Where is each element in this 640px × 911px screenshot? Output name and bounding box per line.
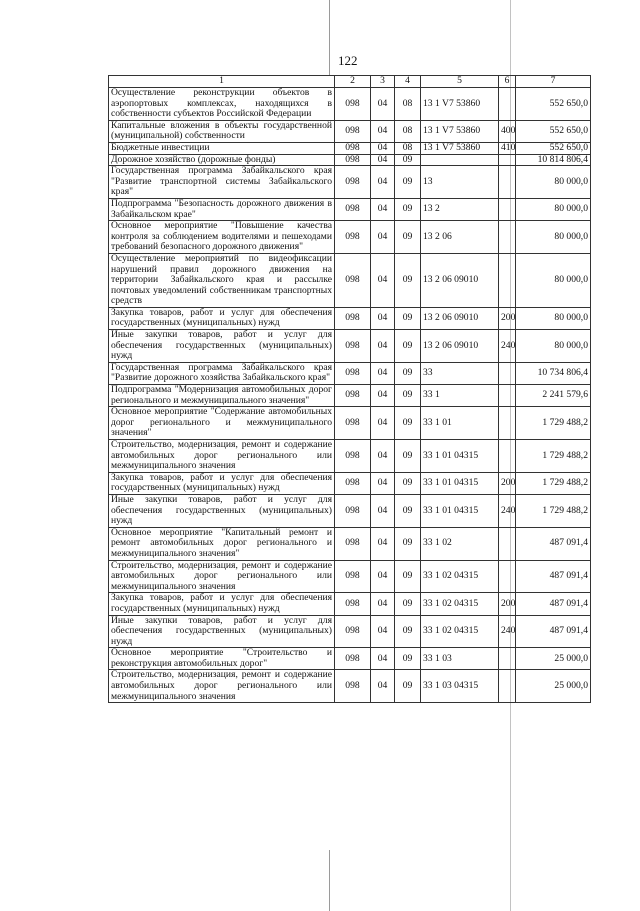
admin-code-cell: 098 [335, 154, 371, 166]
section-code-cell: 04 [371, 362, 395, 384]
subsection-code-cell: 09 [395, 253, 421, 307]
subsection-code-cell: 09 [395, 527, 421, 560]
target-article-cell: 13 2 06 09010 [421, 330, 499, 363]
table-row [109, 142, 591, 154]
row-name-cell: Бюджетные инвестиции [109, 142, 335, 154]
row-name-cell: Иные закупки товаров, работ и услуг для обеспечения государственных (муниципальных) нужд [109, 494, 335, 527]
section-code-cell: 04 [371, 120, 395, 142]
row-name-cell: Подпрограмма "Безопасность дорожного движения в Забайкальском крае" [109, 198, 335, 220]
expense-type-cell [499, 221, 516, 254]
subsection-code-cell: 09 [395, 615, 421, 648]
expense-type-cell: 240 [499, 494, 516, 527]
admin-code-cell: 098 [335, 221, 371, 254]
section-code-cell: 04 [371, 648, 395, 670]
target-article-cell: 13 1 V7 53860 [421, 142, 499, 154]
expense-type-cell: 200 [499, 472, 516, 494]
target-article-cell: 13 2 [421, 198, 499, 220]
column-header: 4 [395, 76, 421, 88]
subsection-code-cell: 09 [395, 330, 421, 363]
table-row [109, 198, 591, 220]
admin-code-cell: 098 [335, 560, 371, 593]
row-name-cell: Иные закупки товаров, работ и услуг для обеспечения государственных (муниципальных) нужд [109, 330, 335, 363]
expense-type-cell [499, 670, 516, 703]
amount-cell: 80 000,0 [516, 307, 591, 329]
admin-code-cell: 098 [335, 527, 371, 560]
subsection-code-cell: 08 [395, 88, 421, 121]
section-code-cell: 04 [371, 221, 395, 254]
amount-cell: 487 091,4 [516, 527, 591, 560]
amount-cell: 10 814 806,4 [516, 154, 591, 166]
expense-type-cell: 400 [499, 120, 516, 142]
admin-code-cell: 098 [335, 362, 371, 384]
target-article-cell: 13 1 V7 53860 [421, 120, 499, 142]
target-article-cell: 13 2 06 [421, 221, 499, 254]
target-article-cell: 33 1 01 04315 [421, 472, 499, 494]
table-row [109, 120, 591, 142]
target-article-cell: 13 1 V7 53860 [421, 88, 499, 121]
table-row [109, 440, 591, 473]
target-article-cell: 33 1 02 [421, 527, 499, 560]
row-name-cell: Осуществление мероприятий по видеофиксации нарушений правил дорожного движения на территории Забайкальского края и рассылке почтовых уведомлений собственникам транспортных средств [109, 253, 335, 307]
subsection-code-cell: 08 [395, 120, 421, 142]
section-code-cell: 04 [371, 154, 395, 166]
subsection-code-cell: 09 [395, 593, 421, 615]
admin-code-cell: 098 [335, 166, 371, 199]
row-name-cell: Капитальные вложения в объекты государственной (муниципальной) собственности [109, 120, 335, 142]
row-name-cell: Основное мероприятие "Повышение качества контроля за соблюдением водителями и пешеходами требований безопасного дорожного движения" [109, 221, 335, 254]
column-header: 7 [516, 76, 591, 88]
table-body [109, 88, 591, 703]
amount-cell: 80 000,0 [516, 198, 591, 220]
table-row [109, 593, 591, 615]
admin-code-cell: 098 [335, 88, 371, 121]
table-row [109, 648, 591, 670]
amount-cell: 25 000,0 [516, 648, 591, 670]
expense-type-cell [499, 154, 516, 166]
expense-type-cell [499, 440, 516, 473]
subsection-code-cell: 09 [395, 472, 421, 494]
row-name-cell: Осуществление реконструкции объектов в аэропортовых комплексах, находящихся в собственности субъектов Российской Федерации [109, 88, 335, 121]
target-article-cell [421, 154, 499, 166]
admin-code-cell: 098 [335, 253, 371, 307]
expense-type-cell [499, 253, 516, 307]
target-article-cell: 33 1 02 04315 [421, 593, 499, 615]
subsection-code-cell: 09 [395, 362, 421, 384]
expense-type-cell [499, 362, 516, 384]
section-code-cell: 04 [371, 407, 395, 440]
column-header: 3 [371, 76, 395, 88]
row-name-cell: Основное мероприятие "Капитальный ремонт и ремонт автомобильных дорог регионального и межмуниципального значения" [109, 527, 335, 560]
admin-code-cell: 098 [335, 593, 371, 615]
section-code-cell: 04 [371, 166, 395, 199]
admin-code-cell: 098 [335, 120, 371, 142]
column-header: 5 [421, 76, 499, 88]
subsection-code-cell: 09 [395, 648, 421, 670]
subsection-code-cell: 09 [395, 166, 421, 199]
expense-type-cell [499, 560, 516, 593]
table-row [109, 560, 591, 593]
amount-cell: 487 091,4 [516, 560, 591, 593]
amount-cell: 80 000,0 [516, 166, 591, 199]
admin-code-cell: 098 [335, 407, 371, 440]
amount-cell: 1 729 488,2 [516, 472, 591, 494]
section-code-cell: 04 [371, 88, 395, 121]
subsection-code-cell: 09 [395, 407, 421, 440]
expense-type-cell: 200 [499, 307, 516, 329]
row-name-cell: Закупка товаров, работ и услуг для обеспечения государственных (муниципальных) нужд [109, 307, 335, 329]
section-code-cell: 04 [371, 440, 395, 473]
section-code-cell: 04 [371, 142, 395, 154]
expense-type-cell: 240 [499, 615, 516, 648]
row-name-cell: Строительство, модернизация, ремонт и содержание автомобильных дорог регионального или межмуниципального значения [109, 670, 335, 703]
section-code-cell: 04 [371, 472, 395, 494]
admin-code-cell: 098 [335, 307, 371, 329]
target-article-cell: 13 2 06 09010 [421, 253, 499, 307]
expense-type-cell [499, 166, 516, 199]
amount-cell: 2 241 579,6 [516, 385, 591, 407]
table-header-row [109, 76, 591, 88]
target-article-cell: 33 1 03 04315 [421, 670, 499, 703]
expense-type-cell [499, 527, 516, 560]
target-article-cell: 33 1 01 04315 [421, 440, 499, 473]
admin-code-cell: 098 [335, 494, 371, 527]
section-code-cell: 04 [371, 253, 395, 307]
table-row [109, 307, 591, 329]
amount-cell: 10 734 806,4 [516, 362, 591, 384]
table-row [109, 221, 591, 254]
expense-type-cell [499, 407, 516, 440]
target-article-cell: 33 1 02 04315 [421, 615, 499, 648]
row-name-cell: Иные закупки товаров, работ и услуг для обеспечения государственных (муниципальных) нужд [109, 615, 335, 648]
admin-code-cell: 098 [335, 142, 371, 154]
amount-cell: 487 091,4 [516, 593, 591, 615]
section-code-cell: 04 [371, 670, 395, 703]
column-header: 2 [335, 76, 371, 88]
expense-type-cell [499, 198, 516, 220]
amount-cell: 1 729 488,2 [516, 494, 591, 527]
table-row [109, 527, 591, 560]
admin-code-cell: 098 [335, 330, 371, 363]
target-article-cell: 33 1 03 [421, 648, 499, 670]
subsection-code-cell: 09 [395, 670, 421, 703]
table-row [109, 615, 591, 648]
target-article-cell: 13 [421, 166, 499, 199]
subsection-code-cell: 09 [395, 494, 421, 527]
target-article-cell: 33 1 01 [421, 407, 499, 440]
row-name-cell: Закупка товаров, работ и услуг для обеспечения государственных (муниципальных) нужд [109, 472, 335, 494]
subsection-code-cell: 09 [395, 198, 421, 220]
section-code-cell: 04 [371, 330, 395, 363]
scan-line-left [329, 0, 330, 75]
table-row [109, 166, 591, 199]
expense-type-cell [499, 88, 516, 121]
section-code-cell: 04 [371, 307, 395, 329]
target-article-cell: 33 1 [421, 385, 499, 407]
subsection-code-cell: 09 [395, 385, 421, 407]
expense-type-cell [499, 385, 516, 407]
subsection-code-cell: 09 [395, 440, 421, 473]
column-header: 6 [499, 76, 516, 88]
admin-code-cell: 098 [335, 472, 371, 494]
amount-cell: 80 000,0 [516, 221, 591, 254]
column-header: 1 [109, 76, 335, 88]
subsection-code-cell: 08 [395, 142, 421, 154]
subsection-code-cell: 09 [395, 154, 421, 166]
table-row [109, 494, 591, 527]
table-row [109, 385, 591, 407]
section-code-cell: 04 [371, 560, 395, 593]
table-row [109, 472, 591, 494]
row-name-cell: Строительство, модернизация, ремонт и содержание автомобильных дорог регионального или межмуниципального значения [109, 440, 335, 473]
amount-cell: 1 729 488,2 [516, 407, 591, 440]
amount-cell: 552 650,0 [516, 120, 591, 142]
table-row [109, 362, 591, 384]
section-code-cell: 04 [371, 198, 395, 220]
target-article-cell: 33 [421, 362, 499, 384]
section-code-cell: 04 [371, 385, 395, 407]
row-name-cell: Строительство, модернизация, ремонт и содержание автомобильных дорог регионального или межмуниципального значения [109, 560, 335, 593]
amount-cell: 25 000,0 [516, 670, 591, 703]
table-row [109, 88, 591, 121]
amount-cell: 80 000,0 [516, 253, 591, 307]
admin-code-cell: 098 [335, 648, 371, 670]
scan-line-bottom [329, 850, 330, 911]
expense-type-cell: 240 [499, 330, 516, 363]
expense-type-cell: 410 [499, 142, 516, 154]
amount-cell: 552 650,0 [516, 88, 591, 121]
subsection-code-cell: 09 [395, 560, 421, 593]
page-number: 122 [338, 53, 358, 68]
section-code-cell: 04 [371, 527, 395, 560]
section-code-cell: 04 [371, 593, 395, 615]
row-name-cell: Дорожное хозяйство (дорожные фонды) [109, 154, 335, 166]
admin-code-cell: 098 [335, 440, 371, 473]
table-row [109, 253, 591, 307]
subsection-code-cell: 09 [395, 307, 421, 329]
table-row [109, 670, 591, 703]
amount-cell: 487 091,4 [516, 615, 591, 648]
admin-code-cell: 098 [335, 670, 371, 703]
amount-cell: 552 650,0 [516, 142, 591, 154]
row-name-cell: Основное мероприятие "Содержание автомобильных дорог регионального и межмуниципального значения" [109, 407, 335, 440]
amount-cell: 1 729 488,2 [516, 440, 591, 473]
target-article-cell: 13 2 06 09010 [421, 307, 499, 329]
expense-type-cell [499, 648, 516, 670]
target-article-cell: 33 1 01 04315 [421, 494, 499, 527]
row-name-cell: Государственная программа Забайкальского края "Развитие дорожного хозяйства Забайкальского края" [109, 362, 335, 384]
table-row [109, 154, 591, 166]
admin-code-cell: 098 [335, 385, 371, 407]
budget-table [108, 75, 591, 703]
table-row [109, 407, 591, 440]
section-code-cell: 04 [371, 615, 395, 648]
section-code-cell: 04 [371, 494, 395, 527]
amount-cell: 80 000,0 [516, 330, 591, 363]
row-name-cell: Государственная программа Забайкальского края "Развитие транспортной системы Забайкальского края" [109, 166, 335, 199]
subsection-code-cell: 09 [395, 221, 421, 254]
admin-code-cell: 098 [335, 198, 371, 220]
row-name-cell: Основное мероприятие "Строительство и реконструкция автомобильных дорог" [109, 648, 335, 670]
row-name-cell: Подпрограмма "Модернизация автомобильных дорог регионального и межмуниципального значения" [109, 385, 335, 407]
expense-type-cell: 200 [499, 593, 516, 615]
target-article-cell: 33 1 02 04315 [421, 560, 499, 593]
row-name-cell: Закупка товаров, работ и услуг для обеспечения государственных (муниципальных) нужд [109, 593, 335, 615]
table-row [109, 330, 591, 363]
admin-code-cell: 098 [335, 615, 371, 648]
